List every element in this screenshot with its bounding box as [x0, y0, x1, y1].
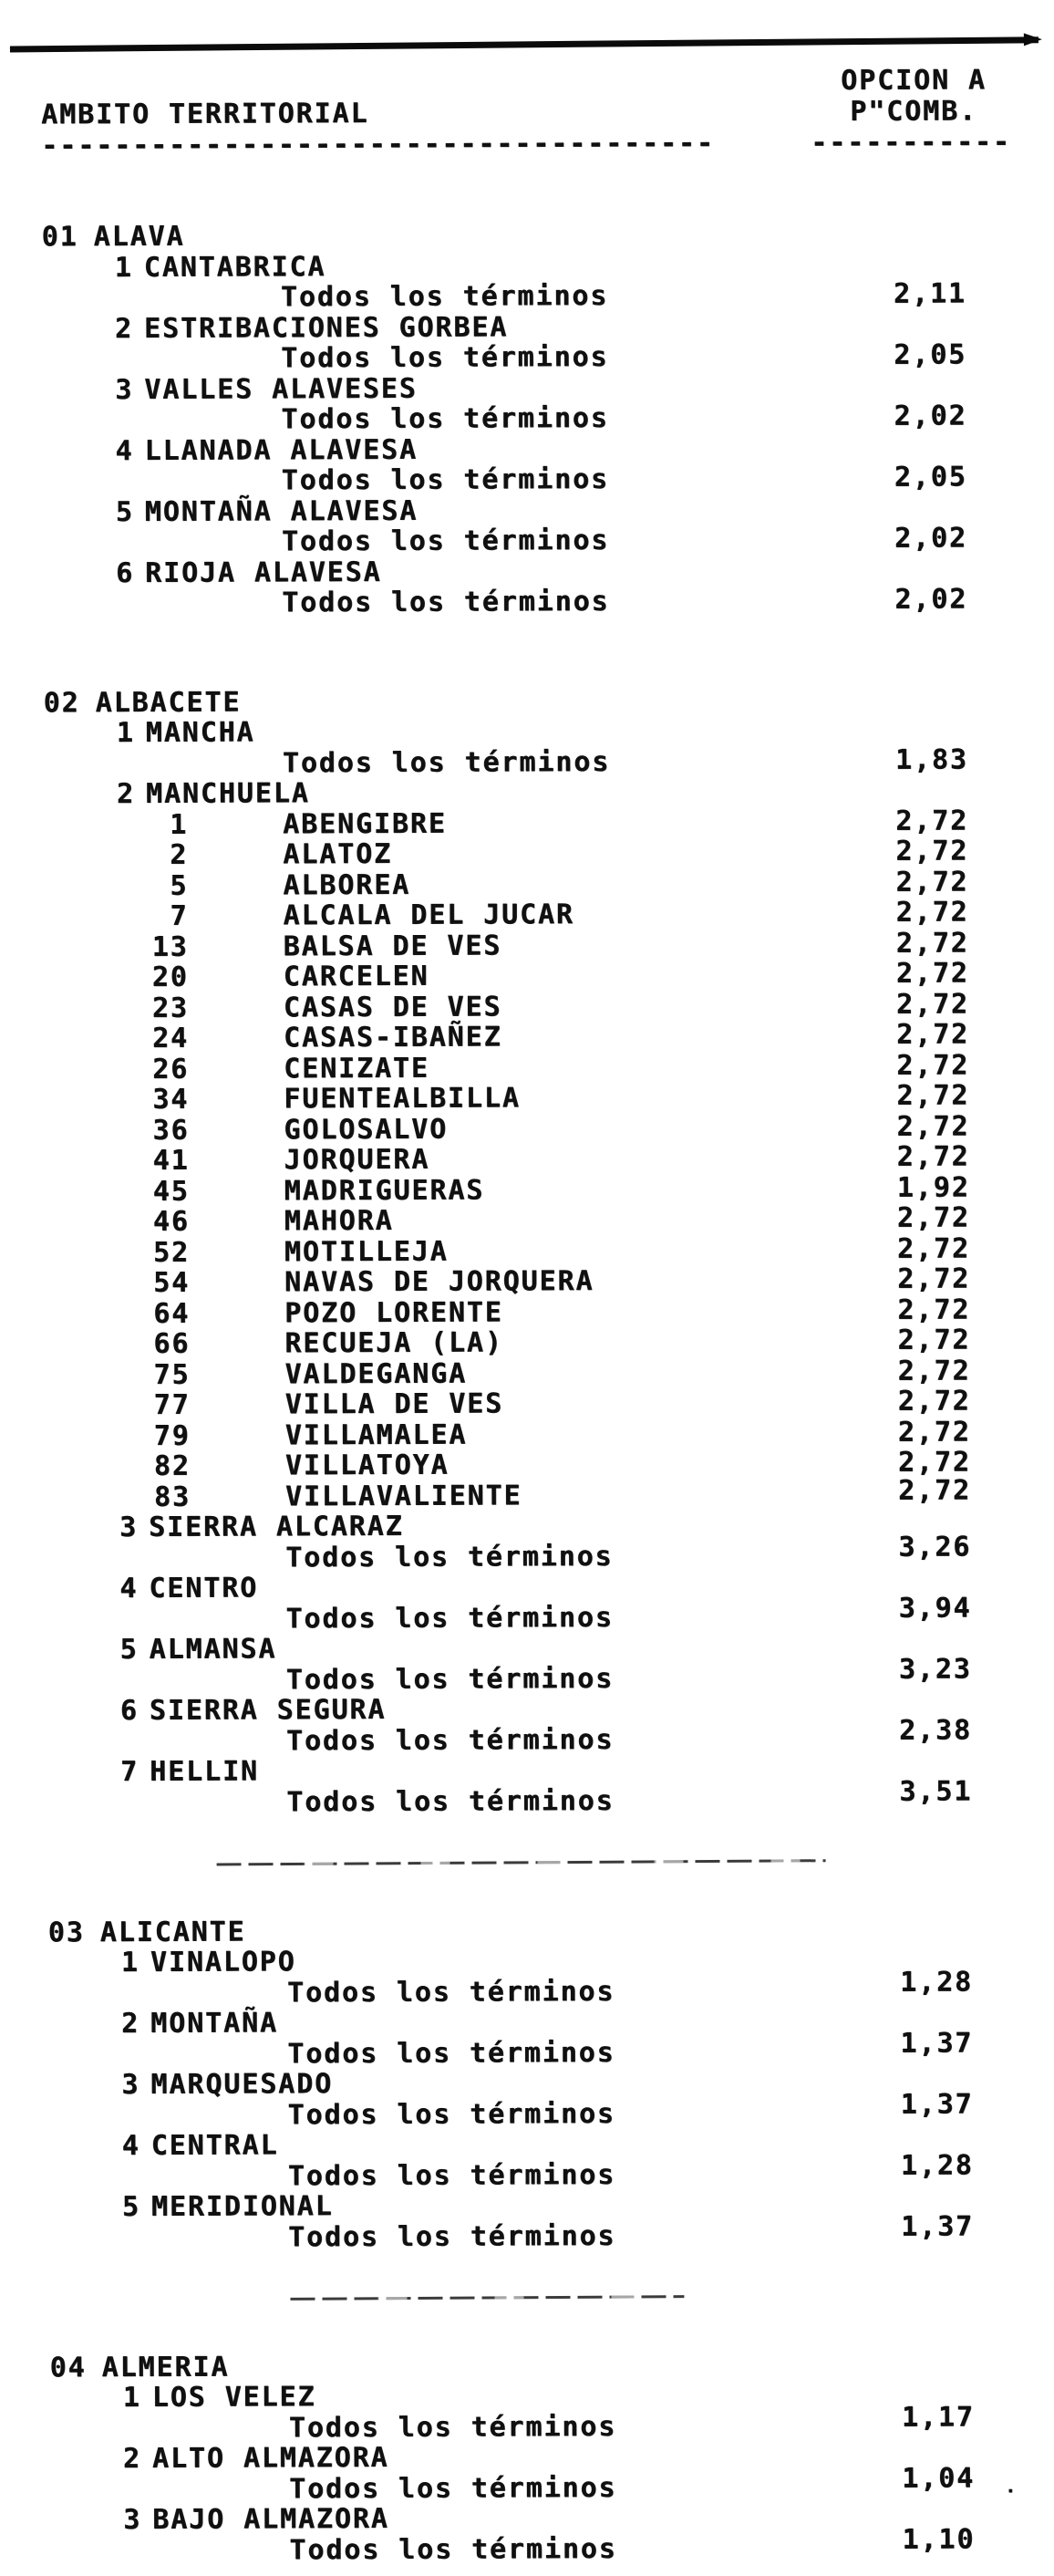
coefficient-value: 2,02: [894, 400, 967, 432]
todos-row: [0, 745, 1054, 780]
comarca-number: 2: [121, 2007, 140, 2041]
todos-label: Todos los términos: [286, 1723, 615, 1757]
coefficient-value: 3,26: [898, 1530, 972, 1563]
comarca-name: MARQUESADO: [150, 2068, 334, 2101]
municipality-name: FUENTEALBILLA: [284, 1082, 521, 1116]
comarca-number: 1: [114, 251, 133, 284]
coefficient-value: 2,72: [897, 1262, 971, 1295]
province-row: [6, 2349, 1054, 2384]
municipality-number: 26: [152, 1053, 190, 1085]
municipality-number: 45: [152, 1175, 190, 1208]
comarca-number: 6: [116, 556, 135, 589]
coefficient-value: 2,72: [898, 1473, 972, 1507]
section-separator-line: [290, 2295, 684, 2301]
ambito-territorial-label: AMBITO TERRITORIAL: [41, 97, 369, 131]
comarca-name: VINALOPO: [150, 1946, 296, 1979]
municipality-name: ALATOZ: [283, 837, 393, 871]
todos-row: [6, 2522, 1054, 2567]
coefficient-value: 2,72: [897, 1446, 971, 1479]
municipality-number: 82: [153, 1449, 191, 1482]
table-header: [0, 0, 1051, 162]
coefficient-value: 2,72: [897, 1385, 971, 1418]
province-code: 01: [41, 221, 78, 254]
coefficient-value: 2,72: [896, 1018, 970, 1051]
municipality-number: 83: [154, 1480, 191, 1513]
coefficient-value: 2,72: [895, 865, 969, 898]
municipality-number: 36: [152, 1114, 190, 1147]
coefficient-value: 2,72: [895, 835, 969, 867]
municipality-number: 77: [153, 1388, 191, 1421]
spacer-line: [5, 2311, 1054, 2345]
coefficient-value: 3,94: [898, 1591, 972, 1625]
header-row-underline: [0, 127, 1051, 161]
comarca-name: CANTABRICA: [143, 250, 326, 284]
underline-right: -----------: [811, 126, 1011, 160]
coefficient-value: 2,72: [896, 1109, 970, 1143]
todos-row: [0, 462, 1053, 497]
document-body: [0, 218, 1054, 2566]
section-separator-row: [5, 1845, 1054, 1880]
province-row: [5, 1914, 1054, 1948]
municipality-name: CARCELEN: [283, 960, 429, 993]
coefficient-value: 2,72: [896, 1048, 970, 1082]
municipality-number: 54: [153, 1266, 191, 1299]
todos-label: Todos los términos: [287, 1975, 615, 2009]
comarca-name: ALTO ALMAZORA: [152, 2441, 389, 2475]
comarca-number: 1: [116, 716, 135, 750]
municipality-name: BALSA DE VES: [283, 929, 502, 962]
municipality-name: ALBOREA: [283, 868, 411, 901]
municipality-number: 41: [152, 1144, 190, 1177]
todos-label: Todos los términos: [281, 524, 610, 558]
todos-label: Todos los términos: [285, 1662, 615, 1696]
coefficient-value: 1,37: [900, 2087, 974, 2121]
comarca-name: CENTRAL: [150, 2129, 279, 2162]
province-name: ALAVA: [93, 220, 185, 254]
todos-row: [0, 401, 1053, 436]
province-row: [0, 218, 1052, 253]
municipality-name: CASAS-IBAÑEZ: [284, 1021, 502, 1054]
todos-row: [6, 2461, 1054, 2506]
comarca-number: 2: [117, 777, 136, 811]
coefficient-value: 1,37: [900, 2026, 974, 2060]
municipality-name: CENIZATE: [284, 1052, 430, 1085]
todos-label: Todos los términos: [285, 1540, 614, 1574]
coefficient-value: 2,72: [895, 926, 969, 960]
municipality-name: VILLAVALIENTE: [284, 1479, 522, 1512]
coefficient-value: 1,83: [895, 743, 969, 776]
province-code: 04: [49, 2351, 87, 2384]
todos-label: Todos los términos: [287, 2036, 615, 2070]
municipality-number: 23: [151, 992, 190, 1024]
todos-label: Todos los términos: [287, 2097, 616, 2131]
spacer-line: [5, 2249, 1054, 2284]
todos-row: [5, 2148, 1054, 2193]
comarca-name: ALMANSA: [149, 1633, 277, 1666]
spacer-line: [0, 646, 1054, 680]
todos-label: Todos los términos: [281, 340, 609, 375]
municipality-name: MOTILLEJA: [284, 1235, 449, 1268]
todos-row: [0, 279, 1052, 314]
municipality-number: 34: [152, 1083, 190, 1116]
province-row: [0, 684, 1054, 719]
comarca-name: MANCHUELA: [146, 777, 310, 810]
municipality-number: 79: [153, 1419, 191, 1452]
municipality-number: 13: [151, 930, 189, 963]
municipality-number: 52: [153, 1236, 191, 1269]
municipality-number: 1: [170, 808, 189, 841]
comarca-number: 3: [115, 373, 134, 406]
todos-label: Todos los términos: [285, 1601, 614, 1635]
municipality-name: NAVAS DE JORQUERA: [284, 1265, 594, 1299]
comarca-number: 5: [119, 1633, 139, 1667]
coefficient-value: 1,17: [901, 2400, 975, 2434]
todos-row: [4, 1713, 1054, 1758]
coefficient-value: 2,72: [897, 1324, 971, 1356]
municipality-number: 7: [170, 899, 189, 932]
comarca-number: 6: [119, 1694, 139, 1728]
spacer-line: [5, 1875, 1054, 1910]
municipality-name: CASAS DE VES: [283, 990, 502, 1023]
section-separator-line: [217, 1859, 826, 1865]
todos-label: Todos los términos: [282, 585, 610, 619]
coefficient-value: 3,23: [898, 1652, 972, 1686]
coefficient-value: 1,37: [901, 2209, 975, 2243]
comarca-name: BAJO ALMAZORA: [152, 2502, 389, 2536]
municipality-row: [3, 1473, 1054, 1513]
comarca-number: 4: [115, 434, 134, 467]
todos-label: Todos los términos: [288, 2410, 617, 2444]
spacer-line: [0, 616, 1053, 650]
todos-label: Todos los términos: [286, 1784, 615, 1818]
coefficient-value: 2,72: [896, 1140, 970, 1173]
province-code: 03: [47, 1916, 85, 1948]
comarca-name: VALLES ALAVESES: [144, 372, 418, 406]
option-a-label: OPCION A: [841, 64, 987, 98]
coefficient-value: 1,04: [902, 2461, 976, 2495]
todos-row: [3, 1530, 1054, 1574]
comarca-name: CENTRO: [149, 1572, 259, 1605]
province-name: ALICANTE: [99, 1916, 246, 1948]
coefficient-value: 2,11: [894, 277, 967, 310]
comarca-number: 2: [123, 2442, 142, 2476]
comarca-name: MONTAÑA ALAVESA: [144, 494, 418, 528]
coefficient-value: 2,72: [896, 987, 970, 1021]
coefficient-value: 2,05: [894, 461, 967, 493]
coefficient-value: 2,72: [897, 1354, 971, 1387]
todos-row: [0, 524, 1053, 558]
municipality-number: 5: [170, 869, 189, 902]
todos-label: Todos los términos: [287, 2158, 616, 2192]
province-code: 02: [43, 686, 80, 719]
comarca-name: SIERRA SEGURA: [149, 1693, 387, 1727]
coefficient-value: 1,28: [900, 2148, 974, 2182]
municipality-name: ALCALA DEL JUCAR: [283, 898, 575, 932]
coefficient-value: 2,72: [895, 804, 969, 837]
municipality-number: 64: [153, 1297, 191, 1330]
todos-row: [6, 2400, 1054, 2445]
comarca-number: 5: [121, 2190, 141, 2224]
todos-row: [0, 340, 1052, 375]
comarca-number: 3: [121, 2068, 140, 2102]
municipality-number: 24: [152, 1022, 190, 1054]
comarca-name: SIERRA ALCARAZ: [149, 1510, 404, 1543]
comarca-number: 1: [122, 2381, 141, 2415]
todos-label: Todos los términos: [288, 2219, 616, 2253]
municipality-name: GOLOSALVO: [284, 1113, 449, 1146]
todos-label: Todos los términos: [289, 2532, 617, 2566]
comarca-number: 1: [120, 1946, 140, 1979]
coefficient-value: 2,02: [894, 583, 968, 616]
todos-label: Todos los términos: [282, 745, 611, 779]
todos-row: [3, 1591, 1054, 1636]
comarca-name: HELLIN: [150, 1755, 260, 1788]
municipality-number: 46: [152, 1205, 190, 1238]
municipality-name: VILLATOYA: [284, 1449, 450, 1482]
pcomb-label: P"COMB.: [850, 95, 978, 128]
spacer-line: [4, 1814, 1054, 1849]
comarca-number: 4: [119, 1572, 139, 1605]
municipality-name: RECUEJA (LA): [284, 1326, 504, 1360]
coefficient-value: 2,72: [895, 957, 969, 990]
comarca-number: 3: [119, 1511, 139, 1544]
municipality-number: 66: [153, 1327, 191, 1360]
comarca-name: LLANADA ALAVESA: [144, 433, 418, 467]
coefficient-value: 2,72: [896, 1079, 970, 1112]
coefficient-value: 2,05: [894, 338, 967, 371]
comarca-name: MANCHA: [145, 716, 255, 749]
province-name: ALMERIA: [101, 2351, 230, 2384]
coefficient-value: 1,28: [900, 1965, 974, 1999]
todos-row: [5, 2209, 1054, 2254]
coefficient-value: 3,51: [899, 1774, 973, 1808]
stray-dot: .: [1005, 2474, 1018, 2497]
todos-row: [4, 1652, 1054, 1697]
comarca-name: MERIDIONAL: [150, 2190, 334, 2223]
comarca-number: 5: [115, 495, 134, 528]
todos-label: Todos los términos: [281, 401, 609, 436]
todos-row: [0, 585, 1053, 619]
municipality-number: 2: [170, 838, 189, 871]
province-name: ALBACETE: [95, 686, 242, 719]
municipality-name: VILLA DE VES: [284, 1387, 504, 1421]
comarca-name: MONTAÑA: [150, 2007, 279, 2040]
comarca-number: 2: [115, 312, 134, 345]
coefficient-value: 2,72: [897, 1415, 971, 1449]
coefficient-value: 2,72: [896, 1201, 970, 1234]
municipality-name: VILLAMALEA: [284, 1418, 468, 1451]
coefficient-value: 1,92: [896, 1170, 970, 1204]
municipality-name: MADRIGUERAS: [284, 1174, 485, 1207]
todos-row: [4, 1774, 1054, 1819]
coefficient-value: 2,72: [897, 1231, 971, 1265]
municipality-name: JORQUERA: [284, 1143, 430, 1177]
comarca-name: ESTRIBACIONES GORBEA: [144, 310, 509, 345]
coefficient-value: 1,10: [902, 2522, 976, 2556]
coefficient-value: 2,38: [899, 1713, 973, 1747]
comarca-number: 7: [120, 1755, 140, 1789]
todos-row: [5, 2026, 1054, 2071]
municipality-name: ABENGIBRE: [283, 807, 447, 840]
todos-row: [5, 2087, 1054, 2132]
municipality-number: 20: [151, 961, 189, 993]
municipality-name: POZO LORENTE: [284, 1295, 503, 1329]
underline-left: -------------------------------------: [41, 127, 715, 162]
section-separator-row: [5, 2280, 1054, 2315]
coefficient-value: 2,72: [897, 1293, 971, 1326]
coefficient-value: 2,72: [895, 896, 969, 929]
todos-label: Todos los términos: [289, 2471, 617, 2505]
municipality-name: MAHORA: [284, 1204, 394, 1238]
todos-label: Todos los términos: [280, 279, 609, 314]
comarca-number: 4: [121, 2129, 140, 2163]
municipality-number: 75: [153, 1358, 191, 1391]
comarca-name: RIOJA ALAVESA: [145, 556, 382, 589]
comarca-name: LOS VELEZ: [151, 2381, 316, 2414]
municipality-name: VALDEGANGA: [284, 1357, 468, 1390]
todos-row: [5, 1965, 1054, 2010]
todos-label: Todos los términos: [281, 462, 610, 497]
comarca-number: 3: [123, 2503, 142, 2537]
coefficient-value: 2,02: [894, 522, 968, 555]
